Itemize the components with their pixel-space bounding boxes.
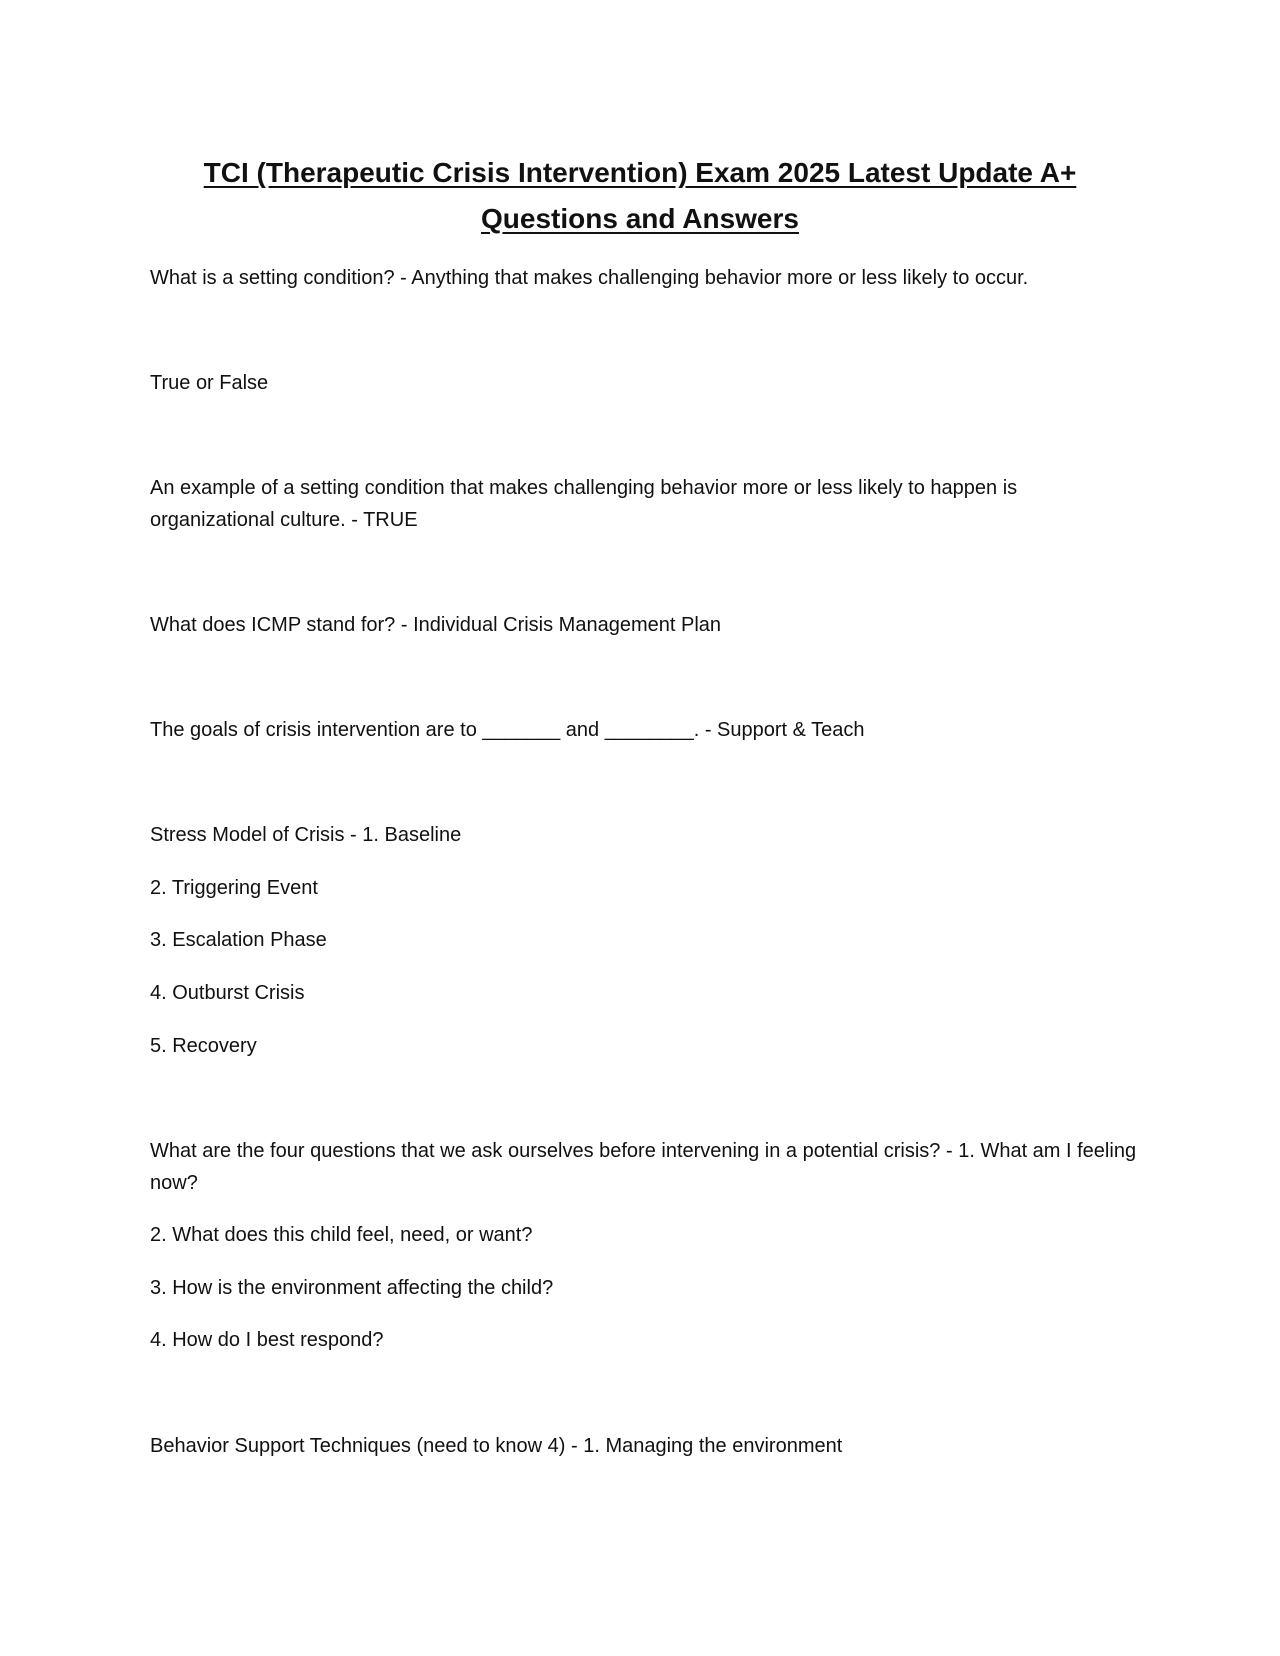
title-line-2: Questions and Answers (481, 203, 799, 234)
list-item: 2. What does this child feel, need, or want? (150, 1224, 533, 1246)
list-item: 3. Escalation Phase (150, 929, 327, 951)
qa-setting-condition: What is a setting condition? - Anything that makes challenging behavior more or less likely to occur. (150, 267, 1029, 289)
list-item: 2. Triggering Event (150, 877, 318, 899)
qa-true-or-false: True or False (150, 372, 269, 394)
qa-behavior-support: Behavior Support Techniques (need to know 4) - 1. Managing the environment (150, 1435, 843, 1457)
title-line-1: TCI (Therapeutic Crisis Intervention) Exam 2025 Latest Update A+ (203, 157, 1077, 188)
qa-stress-model: Stress Model of Crisis - 1. Baseline (150, 824, 462, 846)
list-item: 3. How is the environment affecting the child? (150, 1277, 554, 1299)
qa-four-questions: What are the four questions that we ask ourselves before intervening in a potential crisis? - 1. What am I feeling now? (150, 1140, 1137, 1194)
list-item: 4. Outburst Crisis (150, 982, 305, 1004)
document-title (100, 150, 1180, 242)
qa-icmp: What does ICMP stand for? - Individual Crisis Management Plan (150, 614, 722, 636)
list-item: 4. How do I best respond? (150, 1329, 384, 1351)
qa-goals: The goals of crisis intervention are to _______ and ________. - Support & Teach (150, 719, 865, 741)
qa-setting-condition-example: An example of a setting condition that makes challenging behavior more or less likely to happen is organizational culture. - TRUE (150, 477, 1018, 531)
list-item: 5. Recovery (150, 1035, 257, 1057)
